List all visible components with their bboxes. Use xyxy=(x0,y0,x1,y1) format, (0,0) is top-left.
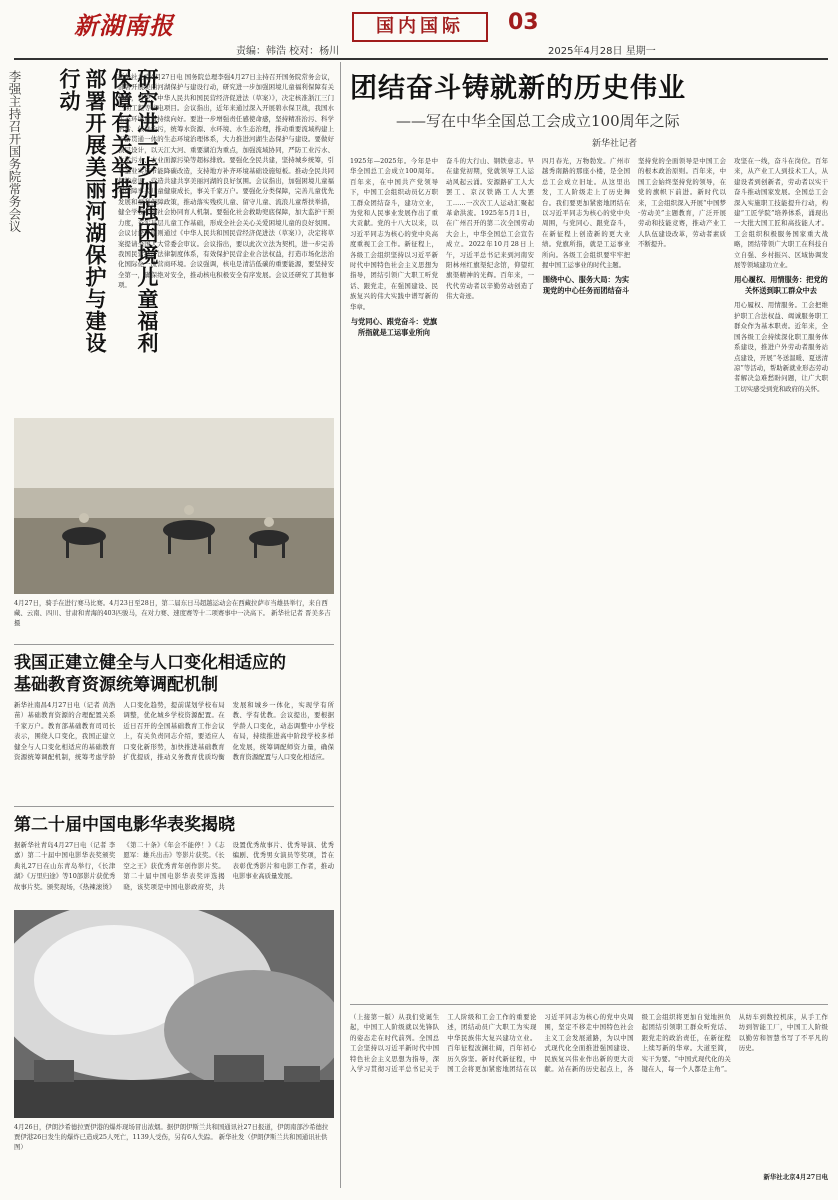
main-byline: 新华社记者 xyxy=(592,139,638,149)
education-body: 新华社南昌4月27日电（记者 黄浩苗）基础教育资源的合理配置关系千家万户。教育部基础教育司司长表示，围绕人口变化，我国正建立健全与人口变化相适应的基础教育资源统筹调配机制，统筹考虑学龄人口变化趋势，提前谋划学校布局调整，优化城乡学校资源配置。在近日召开的全国基础教育工作会议上，有关负责同志介绍，要适应人口变化新形势，加快推进基础教育扩优提质，推动义务教育优质均衡发展和城乡一体化，实现学有所教、学有优教。会议提出，要根据学龄人口变化，动态调整中小学校布局，持续推进高中阶段学校多样化发展，统筹调配师资力量，确保教育资源配置与人口变化相适应。 xyxy=(14,701,334,762)
newspaper-logo: 新湖南报 xyxy=(74,11,174,40)
film-awards-body: 据新华社青岛4月27日电（记者 李嘉）第二十届中国电影华表奖颁奖典礼27日在山东青岛举行，《长津湖》《万里归途》等10部影片获优秀故事片奖。颁奖现场，《热辣滚烫》《第二十条》《年会不能停！》《志愿军：雄兵出击》等影片获奖。《长空之王》获优秀青年创作影片奖。第二十届中国电影华表奖评选揭晓，该奖项是中国电影政府奖，共设置优秀故事片、优秀导演、优秀编剧、优秀男女演员等奖项，旨在表彰优秀影片和电影工作者，推动电影事业高质量发展。 xyxy=(14,841,334,891)
headline-line-2: 部署开展美丽河湖保护与建设行动 xyxy=(57,68,108,354)
horse-race-caption: 4月27日，骑手在进行赛马比赛。4月23日至28日，第二届东日马超越运动会在西藏拉萨市当雄县举行，来自西藏、云南、四川、甘肃和青海的403匹骏马，在对力赛、速度赛等十二项赛事中一决高下。 新华社记者 晋美多吉 摄 xyxy=(14,599,331,627)
feature-subhead-1: 与党同心、跟党奋斗：党旗所指就是工运事业所向 xyxy=(350,317,438,338)
divider xyxy=(350,1004,828,1005)
state-council-body: 新华社北京4月27日电 国务院总理李强4月27日主持召开国务院常务会议，部署开展美丽河湖保护与建设行动，研究进一步加强困境儿童福利保障有关举措，讨论《中华人民共和国民营经济促进法（草案）》，决定核准浙江三门三期工程等核电项目。会议指出，近年来通过深入开展碧水保卫战，我国水生态环境质量持续向好。要进一步增强责任感使命感，坚持精准治污、科学治污、依法治污，统筹水资源、水环境、水生态治理，推动重要流域构建上下游贯通一体的生态环境治理体系，大力推进河湖生态保护与建设。要做好顶层设计，以天江大河、重要湖泊为重点，加强流域协同，严防工业污水、生活污水、农业面源污染等超标排放。要强化全民共建，坚持城乡统筹，引导企业实施节能降碳改造，支持地方补齐环境基础设施短板。推动全民共同保护意识，营造共建共享美丽河湖的良好氛围。会议指出，加强困境儿童福利保障事关儿童健康成长，事关千家万户。要强化分类保障，完善儿童优先发展和福利保障政策，推动落实残疾儿童、留守儿童、流浪儿童帮扶举措，健全学校家庭社会协同育人机制。要强化社会救助兜底保障，加大监护干预力度，夯实基层儿童工作基础，形成全社会关心关爱困境儿童的良好氛围。会议讨论并原则通过《中华人民共和国民营经济促进法（草案）》，决定将草案提请全国人大常委会审议。会议指出，要以此次立法为契机，进一步完善我国民营经济法律制度体系，有效保护民营企业合法权益，打造市场化法治化国际化一流营商环境。会议强调，核电是清洁低碳的重要能源，要坚持安全第一，确保绝对安全，推动核电积极安全有序发展。会议还研究了其他事项。 xyxy=(118,73,334,290)
top-rule xyxy=(14,58,828,60)
horse-race-illustration xyxy=(14,418,334,594)
feature-column-1-text: 1925年—2025年。今年是中华全国总工会成立100周年。百年来，在中国共产党领导下，中国工会组织动员亿万职工群众团结奋斗，建功立业，为党和人民事业发展作出了重大贡献。党的十八大以来，以习近平同志为核心的党中央高度重视工会工作。新征程上，各级工会组织坚持以习近平新时代中国特色社会主义思想为指导，团结引领广大职工听党话、跟党走，在强国建设、民族复兴的伟大实践中谱写新的华章。 xyxy=(350,157,438,311)
feature-column-6-text: 用心履权、用情服务。工会把维护职工合法权益、竭诚服务职工群众作为基本职责。近年来，全国各级工会持续深化职工服务体系建设，推进户外劳动者服务站点建设，开展“冬送温暖、夏送清凉”等活动，帮助新就业形态劳动者解决急难愁盼问题，让广大职工切实感受到党和政府的关怀。 xyxy=(734,301,828,393)
main-headline: 团结奋斗铸就新的历史伟业 xyxy=(350,73,686,104)
feature-endline: 新华社北京4月27日电 xyxy=(763,1173,828,1181)
smoke-illustration xyxy=(14,910,334,1118)
education-headline-2: 基础教育资源统筹调配机制 xyxy=(14,675,218,695)
port-explosion-caption: 4月26日，伊朗沙希德拉贾伊港的爆炸现场冒出浓烟。据伊朗伊斯兰共和国通讯社27日报道，伊朗南部沙希德拉贾伊港26日发生的爆炸已造成25人死亡，1139人受伤，另有6人失踪。 新华社发（伊朗伊斯兰共和国通讯社供图） xyxy=(14,1123,329,1151)
issue-date: 2025年4月28日 星期一 xyxy=(548,46,656,57)
education-headline-1: 我国正建立健全与人口变化相适应的 xyxy=(14,653,286,673)
feature-column-3 xyxy=(542,156,630,996)
column-divider xyxy=(340,62,341,1188)
feature-column-4: 坚持党的全面领导是中国工会的根本政治原则。百年来，中国工会始终坚持党的领导，在党的旗帜下前进。新时代以来，工会组织深入开展“中国梦·劳动美”主题教育，广泛开展劳动和技能竞赛，推动产业工人队伍建设改革，劳动者素质不断提升。 xyxy=(638,157,726,249)
feature-column-1 xyxy=(350,156,438,996)
main-subheadline: ——写在中华全国总工会成立100周年之际 xyxy=(396,112,680,130)
horse-race-photo xyxy=(14,418,334,594)
feature-column-3-text: 四月春光，万物勃发。广州市越秀南路的那座小楼，是全国总工会成立旧址。从这里出发，工人阶级走上了历史舞台。我们要更加紧密地团结在以习近平同志为核心的党中央周围，与党同心、跟党奋斗，在新征程上创造新的更大业绩。党旗所指，就是工运事业所向。各级工会组织要牢牢把握中国工运事业的时代主题。 xyxy=(542,157,630,270)
side-label: 李强主持召开国务院常务会议 xyxy=(7,70,22,233)
page-number: 03 xyxy=(508,10,539,35)
feature-column-5 xyxy=(734,156,828,996)
feature-subhead-3: 用心履权、用情服务：把党的关怀送到职工群众中去 xyxy=(734,275,828,296)
port-explosion-photo xyxy=(14,910,334,1118)
feature-column-2: 奋斗的大行山、钢铁意志。早在建党初期，党就领导工人运动风起云涌。安源路矿工人大罢工、京汉铁路工人大罢工……一次次工人运动汇聚起革命洪流。1925年5月1日，在广州召开的第二次全国劳动大会上，中华全国总工会宣告成立。2022年10月28日上午，习近平总书记来到河南安阳林州红旗渠纪念馆，仰望红旗渠精神的光辉。百年来，一代代劳动者以辛勤劳动创造了伟大奇迹。 xyxy=(446,157,534,301)
divider xyxy=(14,644,334,645)
feature-subhead-2: 围绕中心、服务大局：为实现党的中心任务而团结奋斗 xyxy=(542,275,630,296)
feature-continued: （上接第一版）从我们党诞生起，中国工人阶级就以先锋队的姿态走在时代前列。全国总工会坚持以习近平新时代中国特色社会主义思想为指导，深入学习贯彻习近平总书记关于工人阶级和工会工作的重要论述，团结动员广大职工为实现中华民族伟大复兴建功立业。百年征程波澜壮阔，百年初心历久弥坚。新时代新征程，中国工会将更加紧密地团结在以习近平同志为核心的党中央周围，坚定不移走中国特色社会主义工会发展道路，为以中国式现代化全面推进强国建设、民族复兴伟业作出新的更大贡献。站在新的历史起点上，各级工会组织将更加自觉地担负起团结引领职工群众听党话、跟党走的政治责任，在新征程上续写新的华章。大道至简，实干为要。“中国式现代化的关键在人，每一个人都是主角”。从纺车到数控机床，从手工作坊到智能工厂，中国工人阶级以勤劳和智慧书写了不平凡的历史。 xyxy=(350,1013,828,1074)
headline-line-1: 研究进一步加强困境儿童福利保障有关举措 xyxy=(109,68,160,354)
editor-credits: 责编：韩浩 校对：杨川 xyxy=(236,46,340,57)
feature-column-5-text: 攻坚在一线，奋斗在岗位。百年来，从产业工人到技术工人，从建设者到创新者，劳动者以实干奋斗推动国家发展。全国总工会深入实施职工技能提升行动，构建“工匠学院”培养体系，涌现出一大批大国工匠和高技能人才。工会组织积极服务国家重大战略，团结带领广大职工在科技自立自强、乡村振兴、区域协调发展等领域建功立业。 xyxy=(734,157,828,270)
section-title: 国内国际 xyxy=(352,12,488,42)
masthead xyxy=(0,0,838,58)
divider xyxy=(14,806,334,807)
film-awards-headline: 第二十届中国电影华表奖揭晓 xyxy=(14,815,235,835)
